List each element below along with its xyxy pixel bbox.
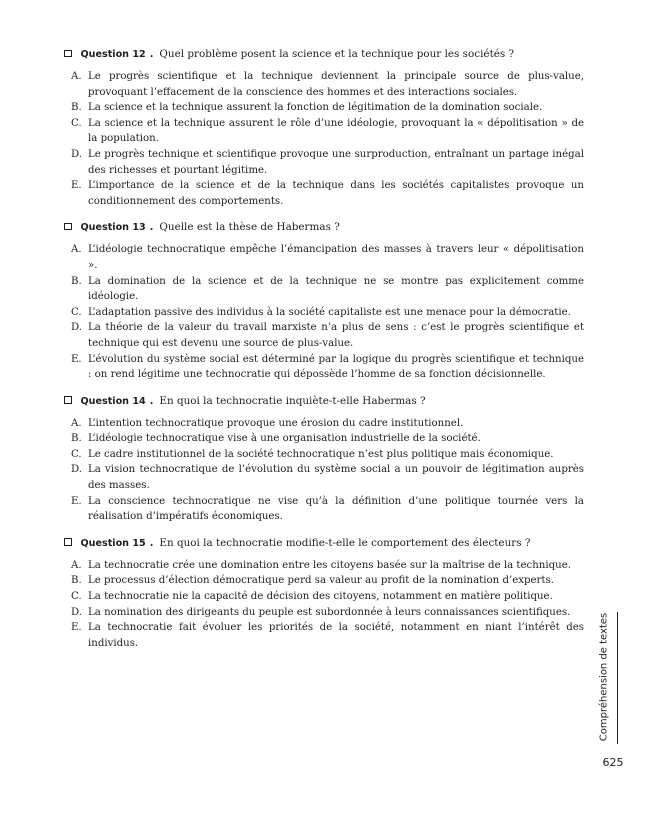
question-text: En quoi la technocratie inquiète-t-elle Habermas ? [159, 394, 426, 407]
answer-option[interactable] [71, 573, 584, 589]
question-block [64, 536, 584, 652]
answer-letter: E. [71, 495, 82, 507]
answer-option[interactable] [71, 274, 584, 305]
answer-letter: A. [71, 71, 82, 82]
answer-list [64, 416, 584, 525]
question-label-dot: . [149, 49, 154, 60]
question-label: Question 12 [80, 49, 146, 60]
answer-option[interactable] [71, 431, 584, 447]
question-header [64, 394, 584, 409]
answer-text: Le progrès scientifique et la technique deviennent la principale source de plus-value, provoquant l’effacement de la conscience des hommes et des interactions sociales. [88, 71, 584, 98]
answer-option[interactable] [71, 242, 584, 273]
question-header [64, 47, 584, 62]
answer-option[interactable] [71, 605, 584, 621]
question-list [64, 47, 584, 662]
answer-letter: E. [71, 622, 82, 634]
answer-option[interactable] [71, 589, 584, 605]
answer-letter: B. [71, 275, 82, 287]
answer-text: La vision technocratique de l’évolution du système social a un pouvoir de légitimation auprès des masses. [88, 464, 584, 492]
question-label: Question 15 [80, 537, 146, 549]
answer-option[interactable] [71, 100, 584, 116]
answer-letter: A. [71, 244, 82, 256]
answer-option[interactable] [71, 416, 584, 432]
answer-text: L’intention technocratique provoque une érosion du cadre institutionnel. [88, 417, 464, 429]
answer-text: L’adaptation passive des individus à la société capitaliste est une menace pour la démocratie. [88, 306, 571, 318]
answer-option[interactable] [71, 305, 584, 321]
answer-text: La science et la technique assurent le rôle d’une idéologie, provoquant la « dépolitisation » de la population. [88, 117, 584, 145]
question-text: En quoi la technocratie modifie-t-elle le comportement des électeurs ? [159, 536, 531, 549]
checkbox-icon[interactable] [64, 396, 72, 404]
answer-option[interactable] [71, 147, 584, 178]
answer-text: La technocratie crée une domination entre les citoyens basée sur la maîtrise de la technique. [88, 559, 571, 571]
answer-text: La technocratie nie la capacité de décision des citoyens, notamment en matière politique. [88, 591, 553, 603]
answer-text: La théorie de la valeur du travail marxiste n’a plus de sens : c’est le progrès scientifique et technique qui est devenu une source de plus-value. [88, 322, 584, 349]
answer-text: Le progrès technique et scientifique provoque une surproduction, entraînant un partage inégal des richesses et pourtant légitime. [88, 148, 584, 176]
answer-text: La science et la technique assurent la fonction de légitimation de la domination sociale. [88, 102, 543, 114]
answer-option[interactable] [71, 352, 584, 383]
answer-text: La conscience technocratique ne vise qu’à la définition d’une politique tournée vers la réalisation d’impératifs économiques. [88, 495, 584, 523]
answer-option[interactable] [71, 620, 584, 651]
question-header [64, 220, 584, 235]
page-number: 625 [602, 756, 624, 769]
answer-text: La technocratie fait évoluer les priorités de la société, notamment en niant l’intérêt des individus. [88, 622, 584, 649]
question-text: Quel problème posent la science et la technique pour les sociétés ? [159, 48, 515, 60]
question-label: Question 14 [80, 395, 146, 407]
answer-letter: B. [71, 102, 82, 114]
answer-letter: C. [71, 591, 82, 603]
answer-text: L’idéologie technocratique empêche l’émancipation des masses à travers leur « dépolitisation ». [88, 244, 584, 271]
answer-letter: E. [71, 180, 82, 192]
answer-text: L’évolution du système social est déterminé par la logique du progrès scientifique et technique : on rend légitime une technocratie qui dépossède l’homme de sa fonction décisionnelle. [88, 353, 584, 381]
question-block [64, 394, 584, 525]
answer-option[interactable] [71, 462, 584, 493]
question-block [64, 47, 584, 209]
checkbox-icon[interactable] [64, 223, 72, 231]
answer-letter: E. [71, 353, 82, 365]
answer-text: L’importance de la science et de la technique dans les sociétés capitalistes provoque un conditionnement des comportements. [88, 180, 584, 207]
answer-letter: D. [71, 322, 83, 334]
answer-text: La domination de la science et de la technique ne se montre pas explicitement comme idéologie. [88, 275, 584, 303]
answer-letter: C. [71, 117, 82, 129]
question-label-dot: . [149, 537, 154, 549]
section-side-rule [617, 612, 618, 744]
answer-letter: A. [71, 559, 82, 571]
answer-option[interactable] [71, 447, 584, 463]
answer-letter: B. [71, 433, 82, 445]
answer-text: L’idéologie technocratique vise à une organisation industrielle de la société. [88, 433, 481, 445]
answer-text: La nomination des dirigeants du peuple est subordonnée à leurs connaissances scientifiques. [88, 606, 571, 618]
answer-text: Le cadre institutionnel de la société technocratique n’est plus politique mais économique. [88, 448, 554, 460]
answer-option[interactable] [71, 320, 584, 351]
answer-letter: D. [71, 606, 83, 618]
question-text: Quelle est la thèse de Habermas ? [159, 221, 340, 234]
answer-letter: B. [71, 575, 82, 587]
answer-option[interactable] [71, 494, 584, 525]
answer-option[interactable] [71, 69, 584, 100]
checkbox-icon[interactable] [64, 50, 72, 58]
answer-letter: D. [71, 464, 83, 476]
question-block [64, 220, 584, 382]
answer-letter: D. [71, 148, 83, 160]
question-label: Question 13 [80, 222, 146, 234]
answer-option[interactable] [71, 558, 584, 574]
answer-letter: C. [71, 306, 82, 318]
answer-text: Le processus d’élection démocratique perd sa valeur au profit de la nomination d’experts. [88, 575, 554, 587]
checkbox-icon[interactable] [64, 538, 72, 546]
question-label-dot: . [149, 222, 154, 234]
question-header [64, 536, 584, 551]
answer-letter: C. [71, 448, 82, 460]
answer-list [64, 242, 584, 382]
answer-option[interactable] [71, 116, 584, 147]
section-side-label [597, 612, 611, 742]
answer-list [64, 69, 584, 209]
question-label-dot: . [149, 395, 154, 407]
section-side-label-text: Compréhension de textes [598, 612, 610, 742]
answer-letter: A. [71, 417, 82, 429]
answer-list [64, 558, 584, 652]
answer-option[interactable] [71, 178, 584, 209]
